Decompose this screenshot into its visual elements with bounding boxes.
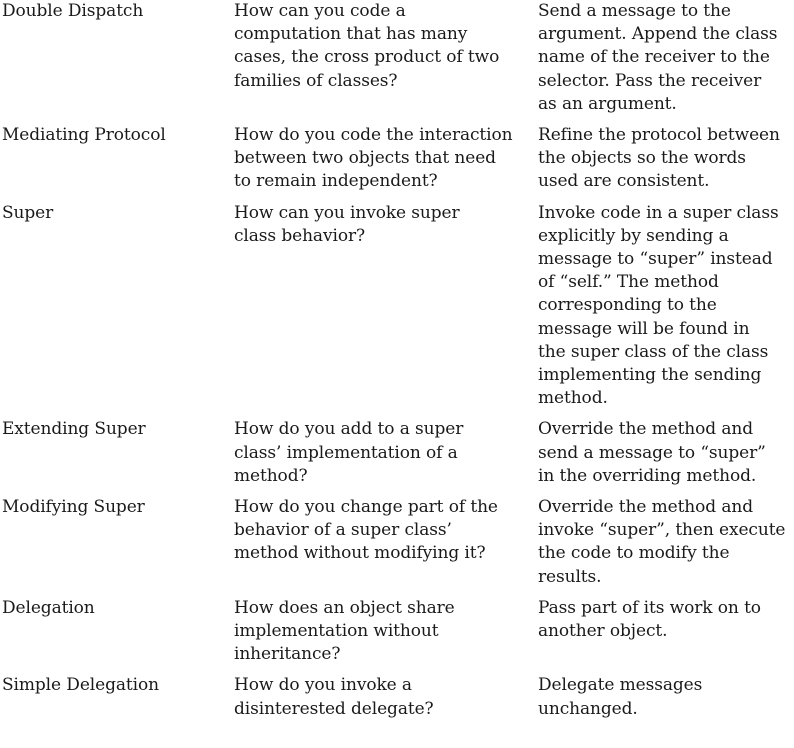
pattern-name: Super [2, 202, 54, 223]
pattern-problem: How can you code a computation that has many cases, the cross product of two families of classes? [234, 1, 500, 91]
table-row [0, 418, 794, 488]
pattern-solution: Refine the protocol between the objects so the words used are consistent. [538, 125, 780, 192]
pattern-problem: How can you invoke super class behavior? [234, 202, 460, 246]
table-row [0, 674, 794, 720]
pattern-name: Delegation [2, 597, 95, 618]
table-row [0, 0, 794, 116]
pattern-solution: Override the method and invoke “super”, then execute the code to modify the results. [538, 497, 786, 587]
table-row [0, 202, 794, 411]
table-row [0, 124, 794, 194]
pattern-name: Extending Super [2, 419, 146, 440]
pattern-solution: Delegate messages unchanged. [538, 675, 703, 719]
pattern-problem: How does an object share implementation without inheritance? [234, 597, 455, 665]
pattern-name: Mediating Protocol [2, 125, 166, 146]
pattern-problem: How do you add to a super class’ implementation of a method? [234, 419, 464, 486]
table-row [0, 496, 794, 589]
pattern-problem: How do you invoke a disinterested delegate? [234, 675, 434, 719]
pattern-solution: Pass part of its work on to another object. [538, 597, 761, 642]
pattern-name: Double Dispatch [2, 1, 144, 21]
pattern-solution: Invoke code in a super class explicitly by sending a message to “super” instead of “self.” The method corresponding to the message will be found in the super class of the class implementing the sending method. [538, 202, 779, 409]
table-row [0, 597, 794, 667]
pattern-name: Modifying Super [2, 497, 145, 518]
pattern-solution: Override the method and send a message to “super” in the overriding method. [538, 419, 766, 486]
pattern-problem: How do you code the interaction between two objects that need to remain independent? [234, 125, 513, 192]
pattern-name: Simple Delegation [2, 675, 159, 696]
pattern-solution: Send a message to the argument. Append the class name of the receiver to the selector. Pass the receiver as an argument. [538, 1, 778, 114]
pattern-problem: How do you change part of the behavior of a super class’ method without modifying it? [234, 497, 498, 564]
